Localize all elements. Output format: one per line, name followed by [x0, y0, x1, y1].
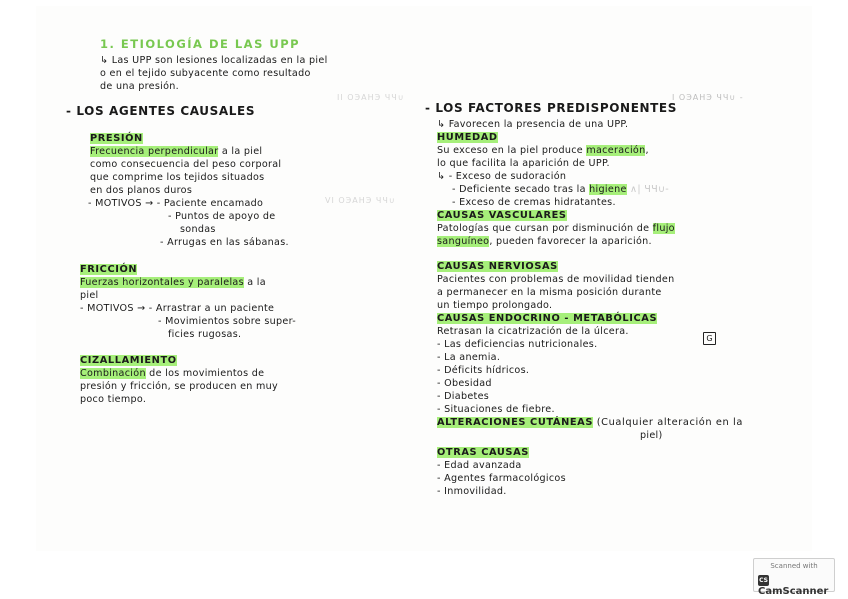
- subheading-friccion: FRICCIÓN: [80, 264, 138, 275]
- presion-line: Frecuencia perpendicular a la piel: [90, 146, 263, 157]
- vasculares-line: sanguíneo, pueden favorecer la aparición.: [437, 236, 652, 247]
- bleed-through-mark: II ОЭАНЭ ЧЧ∪: [337, 93, 405, 102]
- vasculares-line: Patologías que cursan por disminución de flujo: [437, 223, 675, 234]
- humedad-line: - Exceso de cremas hidratantes.: [452, 197, 616, 208]
- subheading-humedad: HUMEDAD: [437, 132, 498, 143]
- subheading-cizallamiento: CIZALLAMIENTO: [80, 355, 177, 366]
- camscanner-icon: CS: [759, 577, 768, 584]
- bleed-through-mark: I ОЭАНЭ ЧЧ∪ -: [672, 93, 744, 102]
- cutaneas-line: piel): [640, 430, 663, 441]
- presion-line: como consecuencia del peso corporal: [90, 159, 282, 170]
- intro-line: ↳ Las UPP son lesiones localizadas en la piel: [100, 55, 328, 66]
- presion-line: en dos planos duros: [90, 185, 193, 196]
- humedad-line: Su exceso en la piel produce maceración,: [437, 145, 649, 156]
- otras-item: - Edad avanzada: [437, 460, 522, 471]
- endocrino-item: - Obesidad: [437, 378, 492, 389]
- camscanner-badge: [753, 558, 835, 597]
- subheading-presion: PRESIÓN: [90, 133, 143, 144]
- subheading-vasculares: CAUSAS VASCULARES: [437, 210, 567, 221]
- badge-brand: CSCamScanner: [758, 577, 829, 597]
- subheading-nerviosas: CAUSAS NERVIOSAS: [437, 261, 558, 272]
- presion-line: que comprime los tejidos situados: [90, 172, 265, 183]
- endocrino-item: - Déficits hídricos.: [437, 365, 530, 376]
- friccion-line: piel: [80, 290, 99, 301]
- nerviosas-line: un tiempo prolongado.: [437, 300, 553, 311]
- subheading-cutaneas: ALTERACIONES CUTÁNEAS (Cualquier alteración en la: [437, 417, 743, 428]
- humedad-line: ↳ - Exceso de sudoración: [437, 171, 567, 182]
- presion-motivo: - Puntos de apoyo de: [168, 211, 276, 222]
- section-heading-factores: - LOS FACTORES PREDISPONENTES: [425, 101, 677, 115]
- bleed-through-mark: VI ОЭАНЭ ЧЧ∪: [325, 196, 396, 205]
- presion-motivo: sondas: [180, 224, 216, 235]
- cizallamiento-line: Combinación de los movimientos de: [80, 368, 265, 379]
- endocrino-item: - La anemia.: [437, 352, 501, 363]
- endocrino-item: - Situaciones de fiebre.: [437, 404, 555, 415]
- presion-motivos: - MOTIVOS → - Paciente encamado: [88, 198, 264, 209]
- intro-line: o en el tejido subyacente como resultado: [100, 68, 311, 79]
- nerviosas-line: Pacientes con problemas de movilidad tienden: [437, 274, 675, 285]
- margin-box-mark: G: [703, 332, 716, 345]
- cizallamiento-line: presión y fricción, se producen en muy: [80, 381, 279, 392]
- section-heading-agentes: - LOS AGENTES CAUSALES: [66, 104, 256, 118]
- endocrino-item: - Diabetes: [437, 391, 490, 402]
- humedad-line: lo que facilita la aparición de UPP.: [437, 158, 610, 169]
- nerviosas-line: a permanecer en la misma posición durante: [437, 287, 662, 298]
- otras-item: - Agentes farmacológicos: [437, 473, 566, 484]
- subheading-otras: OTRAS CAUSAS: [437, 447, 529, 458]
- intro-line: de una presión.: [100, 81, 180, 92]
- friccion-motivo: ficies rugosas.: [168, 329, 242, 340]
- page-title: 1. ETIOLOGÍA DE LAS UPP: [100, 37, 301, 51]
- otras-item: - Inmovilidad.: [437, 486, 507, 497]
- presion-motivo: - Arrugas en las sábanas.: [160, 237, 289, 248]
- humedad-line: - Deficiente secado tras la higiene ∧| ЧЧ∪-: [452, 184, 670, 195]
- cizallamiento-line: poco tiempo.: [80, 394, 147, 405]
- subheading-endocrino: CAUSAS ENDOCRINO - METABÓLICAS: [437, 313, 658, 324]
- endocrino-item: - Las deficiencias nutricionales.: [437, 339, 598, 350]
- favorecen-line: ↳ Favorecen la presencia de una UPP.: [437, 119, 629, 130]
- friccion-motivo: - Movimientos sobre super-: [158, 316, 296, 327]
- endocrino-line: Retrasan la cicatrización de la úlcera.: [437, 326, 629, 337]
- badge-caption: Scanned with: [770, 562, 818, 570]
- friccion-motivos: - MOTIVOS → - Arrastrar a un paciente: [80, 303, 275, 314]
- friccion-line: Fuerzas horizontales y paralelas a la: [80, 277, 266, 288]
